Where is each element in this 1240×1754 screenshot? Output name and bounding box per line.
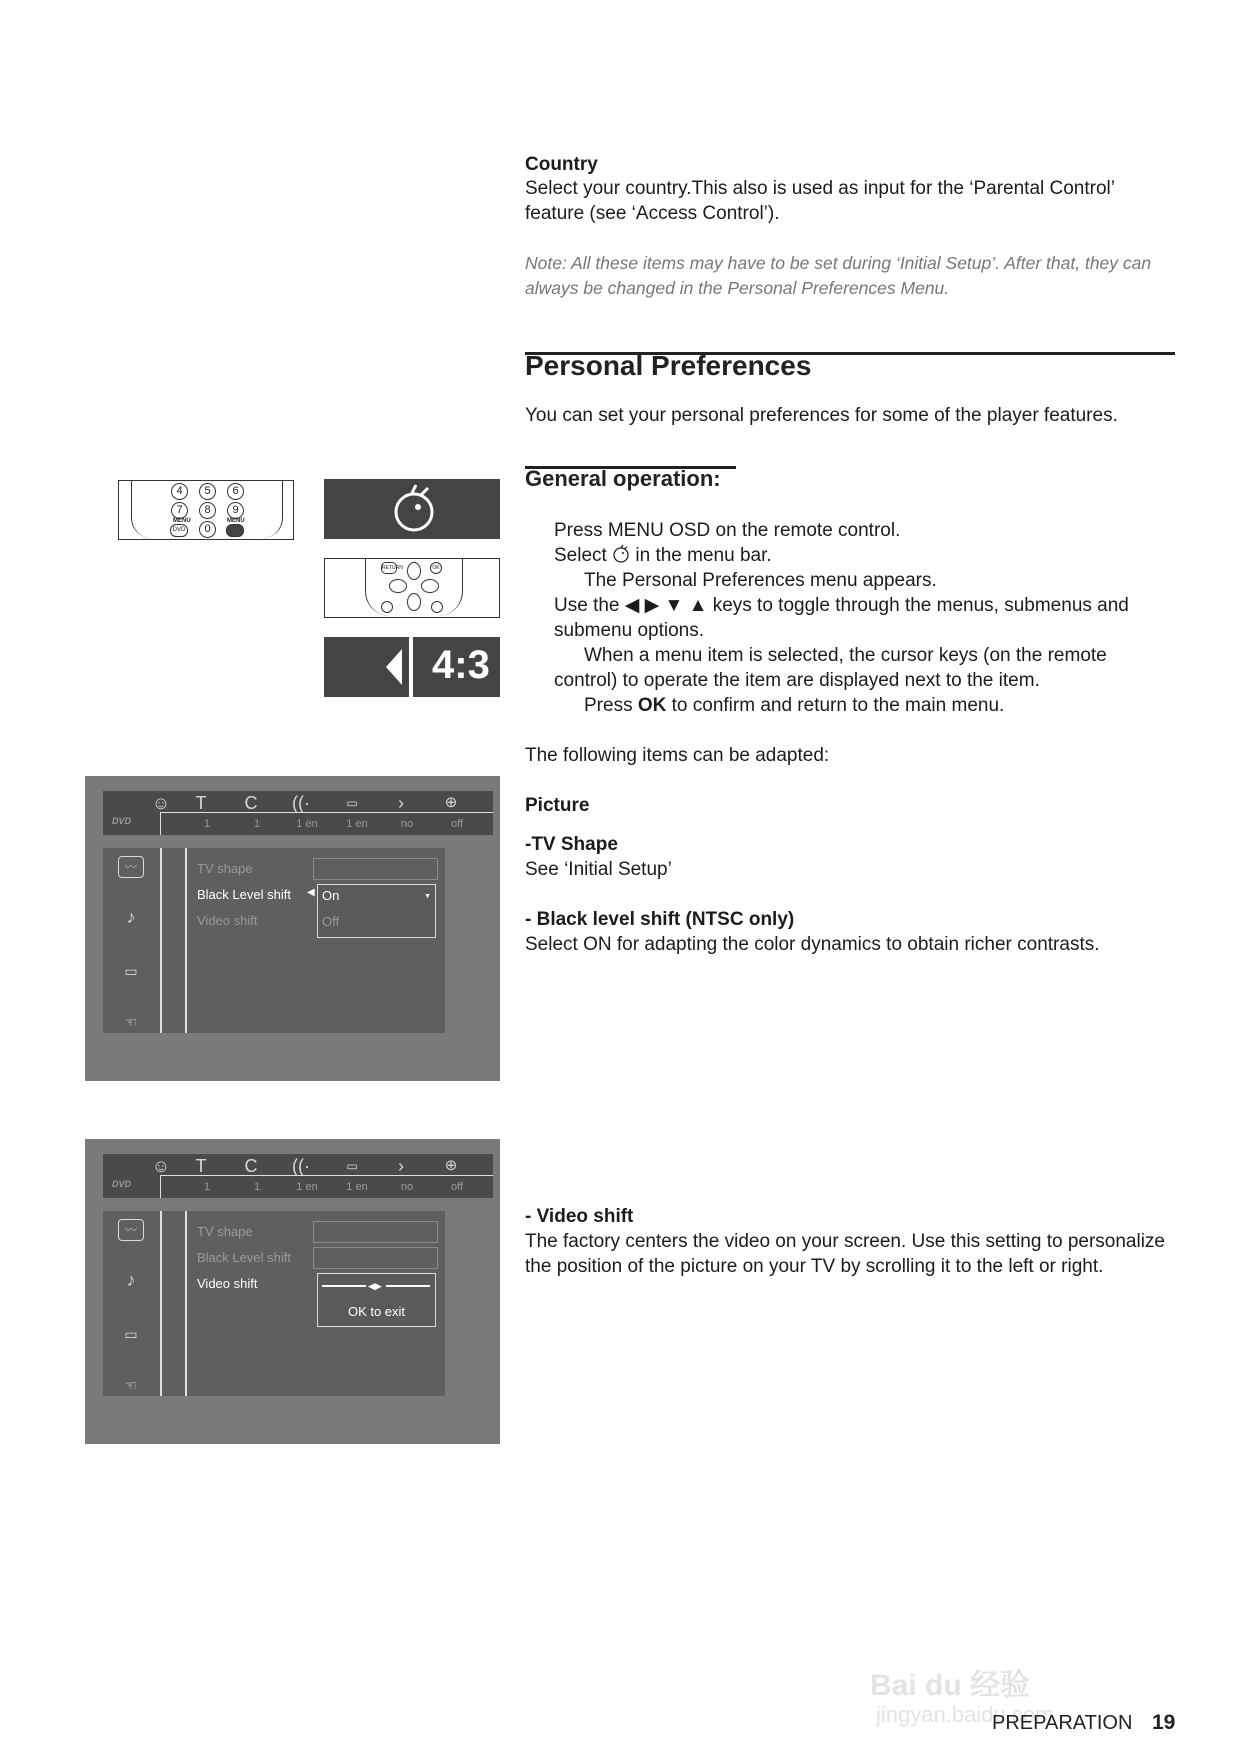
key-9: 9	[227, 502, 244, 519]
step-6-press: Press	[584, 695, 633, 716]
step-6	[584, 693, 1004, 718]
osd-value-chapter: 1	[253, 818, 261, 830]
video-shift-body-1: The factory centers the video on your screen. Use this setting to personalize	[525, 1231, 1165, 1252]
audio-icon-2[interactable]: ((·	[292, 1156, 310, 1176]
key-0: 0	[199, 521, 216, 538]
menu-label-left: MENU	[173, 518, 191, 524]
dvd-logo-2: DVD	[112, 1179, 132, 1189]
picture-tab-icon-2[interactable]: 〰	[118, 1219, 144, 1241]
menu-item-tv-shape-2[interactable]: TV shape	[197, 1224, 253, 1239]
osd-value-chapter-2: 1	[253, 1181, 261, 1193]
adapted-intro: The following items can be adapted:	[525, 745, 830, 766]
osd-screen-video-shift	[85, 1139, 500, 1444]
ok-to-exit-label: OK to exit	[347, 1304, 406, 1319]
return-key: RETURN	[381, 562, 397, 574]
osd-value-zoom-2: off	[450, 1181, 464, 1193]
step-5b: control) to operate the item are displayed next to the item.	[554, 670, 1040, 691]
note-line-1: Note: All these items may have to be set during ‘Initial Setup’. After that, they can	[525, 253, 1152, 273]
up-key	[407, 562, 421, 580]
step-6-rest: to confirm and return to the main menu.	[671, 695, 1005, 716]
osd-value-subtitle-2: 1 en	[346, 1181, 368, 1193]
osd-value-subtitle: 1 en	[346, 818, 368, 830]
menu-item-black-level-shift[interactable]: Black Level shift	[197, 887, 291, 902]
osd-aspect-image	[324, 637, 500, 697]
video-shift-slider[interactable]	[317, 1273, 436, 1327]
audio-icon[interactable]: ((·	[292, 793, 310, 813]
osd-screen-black-level	[85, 776, 500, 1081]
osd-value-zoom: off	[450, 818, 464, 830]
black-level-field-2[interactable]	[313, 1247, 438, 1269]
sound-tab-icon-2[interactable]: ♪	[126, 1270, 136, 1290]
zoom-icon[interactable]: ⊕	[444, 794, 458, 811]
option-off[interactable]: Off	[322, 914, 340, 929]
dvd-key: DVD	[170, 524, 188, 537]
zoom-icon-2[interactable]: ⊕	[444, 1157, 458, 1174]
picture-heading: Picture	[525, 795, 590, 816]
tv-shape-field-2[interactable]	[313, 1221, 438, 1243]
dvd-logo: DVD	[112, 816, 132, 826]
menu-osd-key	[226, 524, 244, 537]
note-line-2: always be changed in the Personal Preferences Menu.	[525, 278, 950, 298]
black-level-body: Select ON for adapting the color dynamics to obtain richer contrasts.	[525, 934, 1100, 955]
video-shift-body-2: the position of the picture on your TV by scrolling it to the left or right.	[525, 1256, 1104, 1277]
features-tab-icon[interactable]: ☜	[124, 1014, 138, 1030]
language-tab-icon[interactable]: ▭	[124, 963, 138, 979]
osd-value-title-2: 1	[203, 1181, 211, 1193]
subtitle-icon[interactable]: ▭	[346, 796, 358, 810]
angle-icon[interactable]: ›	[398, 793, 404, 813]
language-tab-icon-2[interactable]: ▭	[124, 1326, 138, 1342]
osd-preferences-icon-image	[324, 479, 500, 539]
menu-item-black-level-shift-2[interactable]: Black Level shift	[197, 1250, 291, 1265]
menu-item-video-shift-2[interactable]: Video shift	[197, 1276, 258, 1291]
tv-shape-heading: -TV Shape	[525, 834, 618, 855]
picture-tab-icon[interactable]: 〰	[118, 856, 144, 878]
key-5: 5	[199, 483, 216, 500]
step-2-select: Select	[554, 545, 607, 566]
step-5: When a menu item is selected, the cursor keys (on the remote	[584, 645, 1107, 666]
osd-value-audio: 1 en	[296, 818, 318, 830]
black-level-dropdown[interactable]	[317, 884, 436, 938]
down-cursor-icon: ▼	[424, 893, 431, 900]
aspect-divider	[409, 637, 413, 697]
subtitle-key	[381, 601, 393, 613]
menu-item-video-shift[interactable]: Video shift	[197, 913, 258, 928]
personal-preferences-icon	[612, 544, 630, 564]
features-tab-icon-2[interactable]: ☜	[124, 1377, 138, 1393]
section-intro: You can set your personal preferences for some of the player features.	[525, 405, 1118, 426]
osd-value-title: 1	[203, 818, 211, 830]
remote-keypad-image	[118, 480, 294, 540]
key-7: 7	[171, 502, 188, 519]
key-4: 4	[171, 483, 188, 500]
subtitle-icon-2[interactable]: ▭	[346, 1159, 358, 1173]
remote-navigation-image	[324, 558, 500, 618]
baidu-watermark-url: jingyan.baidu.com	[876, 1702, 1054, 1727]
title-icon[interactable]: T	[195, 793, 207, 813]
step-1: Press MENU OSD on the remote control.	[554, 520, 901, 541]
osd-value-audio-2: 1 en	[296, 1181, 318, 1193]
angle-key	[431, 601, 443, 613]
baidu-watermark: Bai du 经验	[870, 1669, 1031, 1702]
left-right-cursor-icon: ◀▶	[368, 1281, 382, 1291]
country-heading: Country	[525, 154, 598, 175]
footer-section: PREPARATION	[992, 1712, 1133, 1734]
title-icon-2[interactable]: T	[195, 1156, 207, 1176]
video-shift-heading: - Video shift	[525, 1206, 634, 1227]
step-6-ok: OK	[637, 695, 667, 716]
osd-value-angle: no	[400, 818, 414, 830]
step-4b: submenu options.	[554, 620, 704, 641]
down-key	[407, 593, 421, 611]
menu-label-right: MENU	[227, 518, 245, 524]
preferences-icon-2[interactable]: ☺	[151, 1156, 171, 1176]
step-2-rest: in the menu bar.	[635, 545, 772, 566]
left-arrow-icon	[380, 637, 410, 697]
chapter-icon[interactable]: C	[244, 793, 258, 813]
osd-value-angle-2: no	[400, 1181, 414, 1193]
right-key	[421, 579, 439, 593]
slider-track-right	[386, 1285, 430, 1287]
tv-shape-body: See ‘Initial Setup’	[525, 859, 672, 880]
tv-shape-field[interactable]	[313, 858, 438, 880]
ok-key: OK	[430, 562, 442, 574]
country-body-2: feature (see ‘Access Control’).	[525, 203, 780, 224]
menu-item-tv-shape[interactable]: TV shape	[197, 861, 253, 876]
sound-tab-icon[interactable]: ♪	[126, 907, 136, 927]
step-2	[554, 543, 772, 568]
page-number: 19	[1152, 1711, 1176, 1734]
aspect-value: 4:3	[432, 643, 490, 687]
preferences-large-icon	[324, 479, 500, 539]
subsection-title: General operation:	[525, 466, 721, 491]
key-6: 6	[227, 483, 244, 500]
chapter-icon-2[interactable]: C	[244, 1156, 258, 1176]
section-title: Personal Preferences	[525, 350, 812, 381]
angle-icon-2[interactable]: ›	[398, 1156, 404, 1176]
key-8: 8	[199, 502, 216, 519]
preferences-icon[interactable]: ☺	[151, 793, 171, 813]
left-key	[389, 579, 407, 593]
country-body-1: Select your country.This also is used as input for the ‘Parental Control’	[525, 178, 1115, 199]
black-level-heading: - Black level shift (NTSC only)	[525, 909, 795, 930]
step-3: The Personal Preferences menu appears.	[584, 570, 937, 591]
slider-track-left	[322, 1285, 366, 1287]
option-on[interactable]: On	[322, 888, 340, 903]
step-4: Use the ◀ ▶ ▼ ▲ keys to toggle through the menus, submenus and	[554, 595, 1129, 616]
left-cursor-icon: ◀	[307, 887, 315, 898]
